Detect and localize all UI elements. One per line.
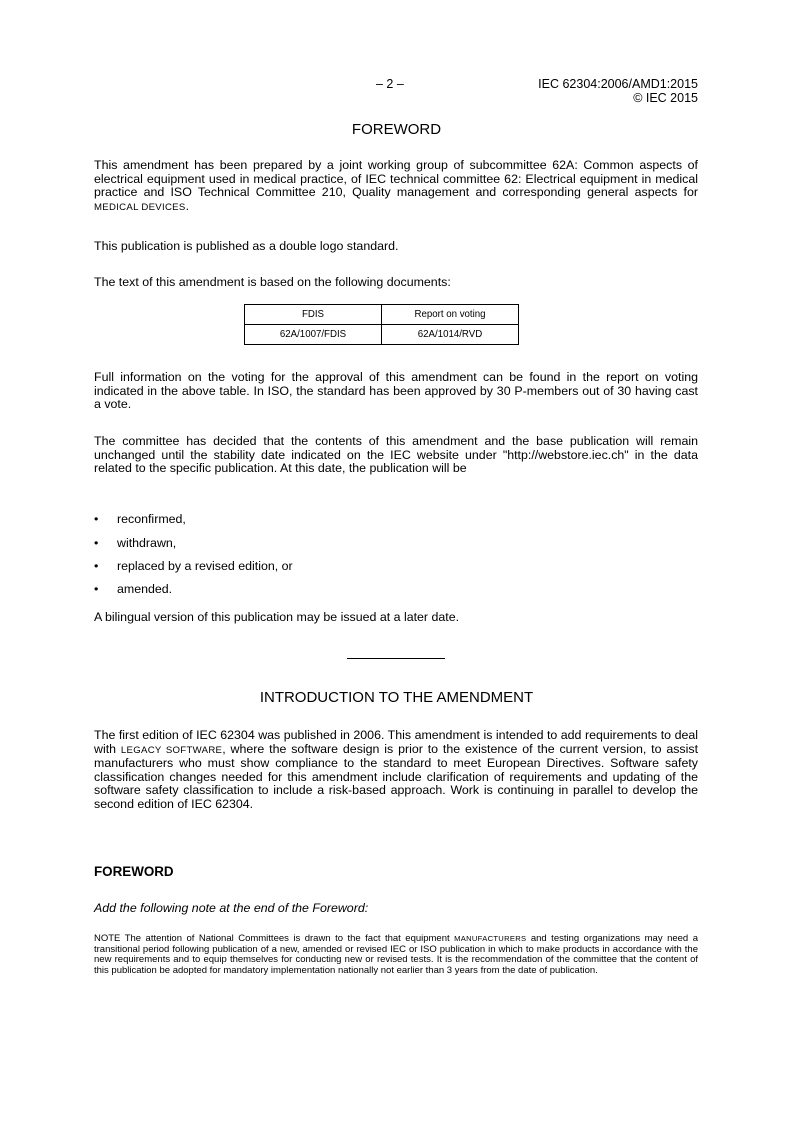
note-paragraph (94, 934, 698, 976)
foreword-paragraph-6: A bilingual version of this publication may be issued at a later date. (94, 610, 460, 624)
foreword-paragraph-2: This publication is published as a double logo standard. (94, 239, 399, 253)
introduction-paragraph (94, 729, 698, 811)
table-cell-fdis: 62A/1007/FDIS (245, 325, 382, 345)
medical-devices-term: MEDICAL DEVICES (94, 201, 186, 213)
documents-table (244, 304, 519, 345)
foreword-paragraph-1 (94, 159, 698, 214)
foreword-paragraph-3: The text of this amendment is based on the following documents: (94, 275, 451, 289)
bullet-icon: • (94, 512, 99, 526)
table-header-voting: Report on voting (382, 305, 519, 325)
foreword-title: FOREWORD (351, 121, 442, 138)
manufacturers-term: MANUFACTURERS (454, 934, 527, 943)
bullet-icon: • (94, 582, 99, 596)
section-divider (347, 658, 445, 659)
bullet-icon: • (94, 559, 99, 573)
bullet-icon: • (94, 536, 99, 550)
foreword-paragraph-4: Full information on the voting for the approval of this amendment can be found in the report on voting indicated in the above table. In ISO, the standard has been approved by 30 P-members out of 30 having cast a vote. (94, 370, 698, 411)
introduction-text-end: , where the software design is prior to the existence of the current version, to assist manufacturers who must show compliance to the standard to meet European Directives. Software safety classification changes needed for this amendment include clarification of requirements and updating of the software safety classification to include a risk-based approach. Work is continuing in parallel to develop the second edition of IEC 62304. (94, 741, 699, 811)
table-row (245, 325, 519, 345)
list-item-text: withdrawn, (117, 536, 177, 550)
foreword-change-title: FOREWORD (94, 864, 174, 879)
list-item-text: reconfirmed, (117, 512, 186, 526)
table-header-fdis: FDIS (245, 305, 382, 325)
introduction-title: INTRODUCTION TO THE AMENDMENT (259, 689, 534, 706)
doc-ref: IEC 62304:2006/AMD1:2015 (538, 77, 698, 91)
instruction-text: Add the following note at the end of the Foreword: (94, 901, 369, 915)
note-text-end: and testing organizations may need a transitional period following publication of a new, amended or revised IEC or ISO publication in which to make products in accordance with the new requirements and to equip themselves for conducting new or revised tests. It is the recommendation of the committee that the content of this publication be adopted for mandatory implementation nationally not earlier than 3 years from the date of publication. (94, 933, 698, 976)
table-header-row (245, 305, 519, 325)
note-text: NOTE The attention of National Committees is drawn to the fact that equipment (94, 933, 455, 944)
foreword-paragraph-5: The committee has decided that the contents of this amendment and the base publication will remain unchanged until the stability date indicated on the IEC website under "http://webstore.iec.ch" in the data related to the specific publication. At this date, the publication will be (94, 434, 698, 475)
document-reference (538, 77, 698, 105)
legacy-software-term: LEGACY SOFTWARE (120, 744, 223, 756)
foreword-paragraph-1-end: . (185, 198, 190, 213)
table-cell-rvd: 62A/1014/RVD (382, 325, 519, 345)
page-number: – 2 – (376, 77, 404, 91)
copyright: © IEC 2015 (633, 91, 698, 105)
introduction-text: The first edition of IEC 62304 was published in 2006. This amendment is intended to add requirements to deal with (94, 728, 698, 756)
list-item-text: amended. (117, 582, 173, 596)
foreword-paragraph-1-text: This amendment has been prepared by a joint working group of subcommittee 62A: Common aspects of electrical equipment used in medical practice, of IEC technical committee 62: Electrical equipment in medical practice and ISO Technical Committee 210, Quality management and corresponding general aspects for (94, 158, 698, 199)
list-item-text: replaced by a revised edition, or (117, 559, 293, 573)
